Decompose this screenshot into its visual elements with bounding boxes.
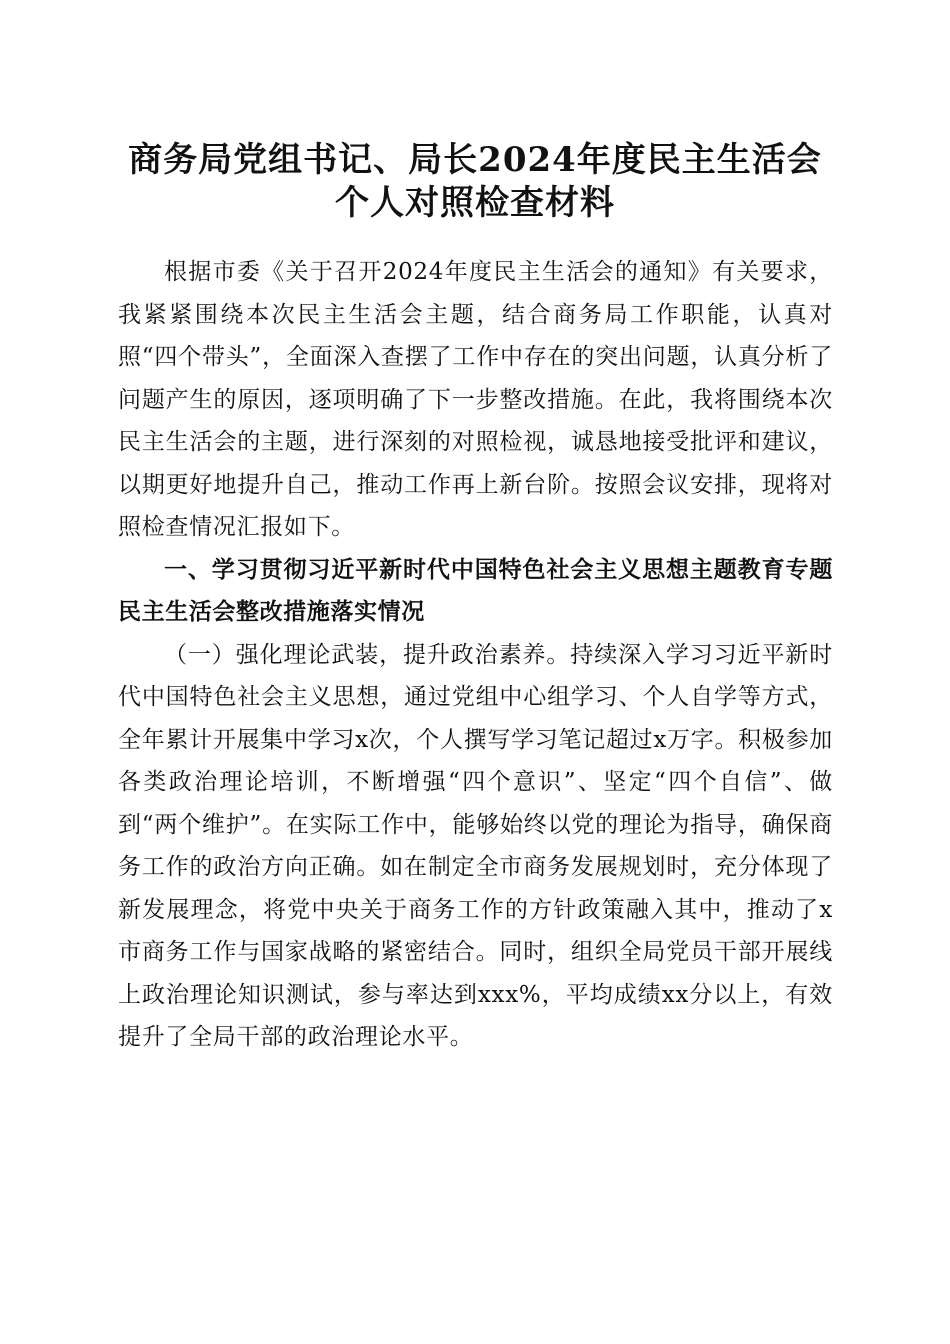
subsection-1-heading: （一）强化理论武装，提升政治素养。 — [164, 641, 571, 668]
subsection-1-body: 持续深入学习习近平新时代中国特色社会主义思想，通过党组中心组学习、个人自学等方式，全年累计开展集中学习x次，个人撰写学习笔记超过x万字。积极参加各类政治理论培训，不断增强“四个意识”、坚定“四个自信”、做到“两个维护”。在实际工作中，能够始终以党的理论为指导，确保商务工作的政治方向正确。如在制定全市商务发展规划时，充分体现了新发展理念，将党中央关于商务工作的方针政策融入其中，推动了x市商务工作与国家战略的紧密结合。同时，组织全局党员干部开展线上政治理论知识测试，参与率达到xxx%，平均成绩xx分以上，有效提升了全局干部的政治理论水平。 — [118, 641, 833, 1050]
document-title-line-2: 个人对照检查材料 — [335, 183, 615, 223]
document-title-line-1: 商务局党组书记、局长2024年度民主生活会 — [128, 140, 822, 180]
subsection-1-paragraph — [118, 634, 833, 1059]
section-1-heading: 一、学习贯彻习近平新时代中国特色社会主义思想主题教育专题民主生活会整改措施落实情况 — [118, 556, 833, 625]
document-body — [118, 251, 833, 1059]
intro-paragraph: 根据市委《关于召开2024年度民主生活会的通知》有关要求，我紧紧围绕本次民主生活会主题，结合商务局工作职能，认真对照“四个带头”，全面深入查摆了工作中存在的突出问题，认真分析了问题产生的原因，逐项明确了下一步整改措施。在此，我将围绕本次民主生活会的主题，进行深刻的对照检视，诚恳地接受批评和建议，以期更好地提升自己，推动工作再上新台阶。按照会议安排，现将对照检查情况汇报如下。 — [118, 259, 833, 540]
